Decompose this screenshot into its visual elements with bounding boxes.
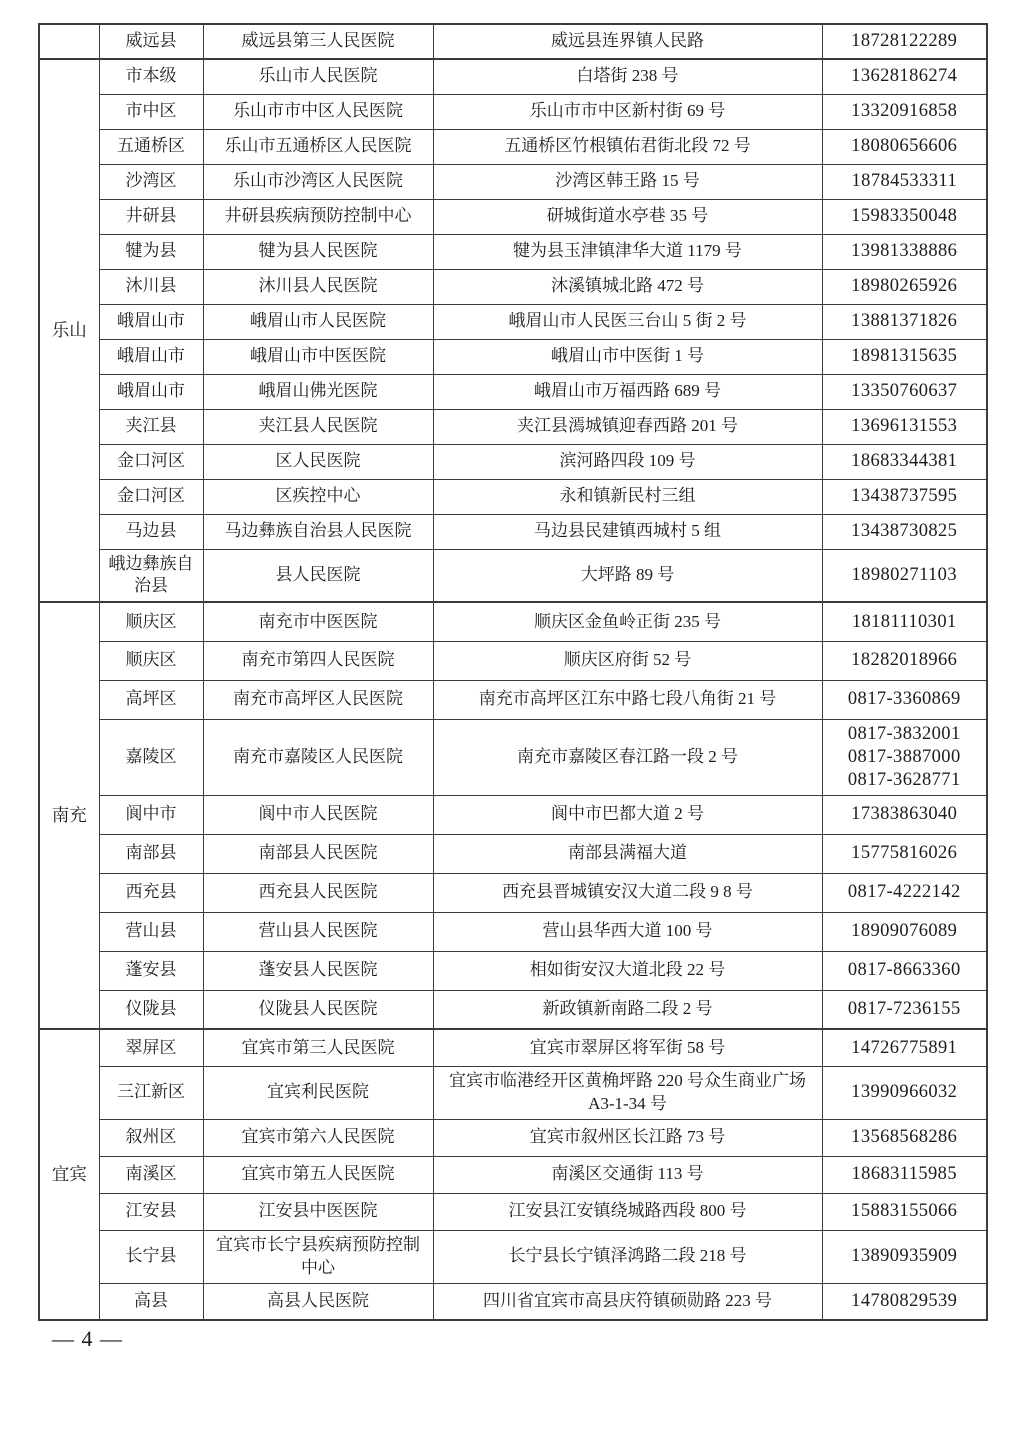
- facility-cell: 宜宾利民医院: [203, 1066, 433, 1119]
- phone-number: 15775816026: [851, 843, 958, 864]
- facility-cell: 宜宾市第六人民医院: [203, 1119, 433, 1156]
- phone-cell: [822, 795, 987, 834]
- table-row: [39, 719, 987, 795]
- address-cell: 犍为县玉津镇津华大道 1179 号: [433, 234, 822, 269]
- table-row: [39, 1283, 987, 1320]
- facility-cell: 马边彝族自治县人民医院: [203, 514, 433, 549]
- district-cell: 营山县: [99, 912, 203, 951]
- phone-cell: [822, 129, 987, 164]
- address-cell: 研城街道水亭巷 35 号: [433, 199, 822, 234]
- table-row: [39, 1119, 987, 1156]
- phone-number: 18683344381: [851, 451, 958, 471]
- address-cell: 阆中市巴都大道 2 号: [433, 795, 822, 834]
- phone-cell: [822, 59, 987, 94]
- phone-number: 18728122289: [851, 31, 958, 51]
- table-row: [39, 444, 987, 479]
- phone-number: 18181110301: [851, 611, 957, 632]
- city-group: [39, 59, 987, 602]
- district-cell: 高县: [99, 1283, 203, 1320]
- table-row: [39, 951, 987, 990]
- phone-number: 17383863040: [851, 804, 958, 825]
- table-row: [39, 1029, 987, 1066]
- facility-cell: 南充市第四人民医院: [203, 641, 433, 680]
- district-cell: 峨边彝族自治县: [99, 549, 203, 602]
- phone-cell: [822, 24, 987, 59]
- phone-number: 15883155066: [851, 1201, 958, 1222]
- facility-cell: 乐山市人民医院: [203, 59, 433, 94]
- table-row: [39, 680, 987, 719]
- district-cell: 夹江县: [99, 409, 203, 444]
- address-cell: 长宁县长宁镇泽鸿路二段 218 号: [433, 1230, 822, 1283]
- district-cell: 翠屏区: [99, 1029, 203, 1066]
- district-cell: 沐川县: [99, 269, 203, 304]
- phone-cell: [822, 951, 987, 990]
- facility-cell: 南充市嘉陵区人民医院: [203, 719, 433, 795]
- city-group: [39, 602, 987, 1029]
- phone-cell: [822, 94, 987, 129]
- phone-cell: [822, 269, 987, 304]
- table-row: [39, 912, 987, 951]
- phone-cell: [822, 602, 987, 641]
- address-cell: 峨眉山市中医街 1 号: [433, 339, 822, 374]
- district-cell: 西充县: [99, 873, 203, 912]
- facility-cell: 峨眉山市中医医院: [203, 339, 433, 374]
- district-cell: 高坪区: [99, 680, 203, 719]
- address-cell: 宜宾市叙州区长江路 73 号: [433, 1119, 822, 1156]
- facility-cell: 威远县第三人民医院: [203, 24, 433, 59]
- table-row: [39, 1066, 987, 1119]
- phone-cell: [822, 549, 987, 602]
- facility-cell: 乐山市市中区人民医院: [203, 94, 433, 129]
- phone-cell: [822, 834, 987, 873]
- district-cell: 三江新区: [99, 1066, 203, 1119]
- phone-number: 0817-3360869: [847, 689, 961, 710]
- facility-cell: 宜宾市第三人民医院: [203, 1029, 433, 1066]
- address-cell: 南溪区交通街 113 号: [433, 1156, 822, 1193]
- phone-number: 14780829539: [851, 1290, 958, 1311]
- facility-cell: 高县人民医院: [203, 1283, 433, 1320]
- phone-cell: [822, 339, 987, 374]
- phone-cell: [822, 1119, 987, 1156]
- district-cell: 长宁县: [99, 1230, 203, 1283]
- address-cell: 五通桥区竹根镇佑君街北段 72 号: [433, 129, 822, 164]
- phone-number: 13628186274: [851, 66, 958, 87]
- address-cell: 相如街安汉大道北段 22 号: [433, 951, 822, 990]
- facility-cell: 峨眉山佛光医院: [203, 374, 433, 409]
- district-cell: 顺庆区: [99, 602, 203, 641]
- phone-cell: [822, 234, 987, 269]
- district-cell: 嘉陵区: [99, 719, 203, 795]
- facility-cell: 仪陇县人民医院: [203, 990, 433, 1029]
- phone-cell: [822, 374, 987, 409]
- phone-number: 18683115985: [851, 1164, 957, 1185]
- district-cell: 五通桥区: [99, 129, 203, 164]
- address-cell: 沐溪镇城北路 472 号: [433, 269, 822, 304]
- phone-cell: [822, 912, 987, 951]
- address-cell: 峨眉山市人民医三台山 5 街 2 号: [433, 304, 822, 339]
- phone-cell: [822, 1066, 987, 1119]
- facility-cell: 南部县人民医院: [203, 834, 433, 873]
- district-cell: 蓬安县: [99, 951, 203, 990]
- district-cell: 峨眉山市: [99, 374, 203, 409]
- city-group: [39, 24, 987, 59]
- address-cell: 永和镇新民村三组: [433, 479, 822, 514]
- phone-cell: [822, 990, 987, 1029]
- district-cell: 叙州区: [99, 1119, 203, 1156]
- district-cell: 顺庆区: [99, 641, 203, 680]
- phone-cell: [822, 199, 987, 234]
- phone-number: 0817-4222142: [847, 882, 961, 903]
- address-cell: 宜宾市临港经开区黄桷坪路 220 号众生商业广场 A3-1-34 号: [433, 1066, 822, 1119]
- facility-cell: 蓬安县人民医院: [203, 951, 433, 990]
- table-row: [39, 834, 987, 873]
- address-cell: 南部县满福大道: [433, 834, 822, 873]
- phone-cell: [822, 1029, 987, 1066]
- city-label: [39, 24, 99, 59]
- phone-number: 13890935909: [851, 1246, 958, 1267]
- table-row: [39, 24, 987, 59]
- table-row: [39, 602, 987, 641]
- phone-number: 18981315635: [851, 346, 958, 366]
- table-row: [39, 234, 987, 269]
- address-cell: 江安县江安镇绕城路西段 800 号: [433, 1193, 822, 1230]
- phone-number: 18282018966: [851, 650, 958, 671]
- district-cell: 阆中市: [99, 795, 203, 834]
- phone-number: 15983350048: [851, 206, 958, 226]
- phone-number: 13438737595: [851, 486, 958, 506]
- facility-cell: 南充市高坪区人民医院: [203, 680, 433, 719]
- table-row: [39, 164, 987, 199]
- facility-cell: 阆中市人民医院: [203, 795, 433, 834]
- address-cell: 大坪路 89 号: [433, 549, 822, 602]
- address-cell: 四川省宜宾市高县庆符镇硕勋路 223 号: [433, 1283, 822, 1320]
- address-cell: 顺庆区府街 52 号: [433, 641, 822, 680]
- city-label: 宜宾: [39, 1029, 99, 1320]
- table-row: [39, 479, 987, 514]
- facility-cell: 区人民医院: [203, 444, 433, 479]
- address-cell: 顺庆区金鱼岭正街 235 号: [433, 602, 822, 641]
- table-row: [39, 409, 987, 444]
- district-cell: 南部县: [99, 834, 203, 873]
- phone-cell: [822, 444, 987, 479]
- facility-cell: 营山县人民医院: [203, 912, 433, 951]
- phone-cell: [822, 680, 987, 719]
- phone-number: 13438730825: [851, 521, 958, 541]
- district-cell: 威远县: [99, 24, 203, 59]
- phone-cell: [822, 1283, 987, 1320]
- city-label: 乐山: [39, 59, 99, 602]
- phone-number: 13696131553: [851, 416, 958, 436]
- phone-number: 0817-3832001: [847, 723, 961, 744]
- phone-cell: [822, 1156, 987, 1193]
- table-row: [39, 873, 987, 912]
- page-number: — 4 —: [52, 1326, 123, 1351]
- phone-number: 13350760637: [851, 381, 958, 401]
- facility-cell: 区疾控中心: [203, 479, 433, 514]
- phone-cell: [822, 873, 987, 912]
- address-cell: 西充县晋城镇安汉大道二段 9 8 号: [433, 873, 822, 912]
- facility-cell: 峨眉山市人民医院: [203, 304, 433, 339]
- phone-cell: [822, 409, 987, 444]
- table-row: [39, 94, 987, 129]
- facility-cell: 宜宾市第五人民医院: [203, 1156, 433, 1193]
- district-cell: 沙湾区: [99, 164, 203, 199]
- facility-table: [38, 23, 988, 1321]
- table-row: [39, 339, 987, 374]
- district-cell: 市本级: [99, 59, 203, 94]
- address-cell: 营山县华西大道 100 号: [433, 912, 822, 951]
- district-cell: 金口河区: [99, 444, 203, 479]
- phone-number: 18784533311: [851, 171, 957, 191]
- table-row: [39, 199, 987, 234]
- facility-cell: 县人民医院: [203, 549, 433, 602]
- phone-cell: [822, 164, 987, 199]
- phone-number: 13568568286: [851, 1127, 958, 1148]
- phone-cell: [822, 514, 987, 549]
- table-row: [39, 990, 987, 1029]
- district-cell: 仪陇县: [99, 990, 203, 1029]
- phone-number: 0817-3628771: [847, 769, 961, 790]
- district-cell: 市中区: [99, 94, 203, 129]
- table-row: [39, 374, 987, 409]
- address-cell: 沙湾区韩王路 15 号: [433, 164, 822, 199]
- table-row: [39, 514, 987, 549]
- phone-cell: [822, 1193, 987, 1230]
- phone-number: 18980265926: [851, 276, 958, 296]
- phone-cell: [822, 304, 987, 339]
- phone-number: 0817-8663360: [847, 960, 961, 981]
- address-cell: 夹江县漹城镇迎春西路 201 号: [433, 409, 822, 444]
- phone-number: 18909076089: [851, 921, 958, 942]
- city-label: 南充: [39, 602, 99, 1029]
- address-cell: 新政镇新南路二段 2 号: [433, 990, 822, 1029]
- table-row: [39, 795, 987, 834]
- address-cell: 马边县民建镇西城村 5 组: [433, 514, 822, 549]
- phone-number: 14726775891: [851, 1037, 958, 1058]
- city-group: [39, 1029, 987, 1320]
- address-cell: 威远县连界镇人民路: [433, 24, 822, 59]
- district-cell: 井研县: [99, 199, 203, 234]
- phone-cell: [822, 479, 987, 514]
- facility-cell: 沐川县人民医院: [203, 269, 433, 304]
- district-cell: 峨眉山市: [99, 339, 203, 374]
- phone-cell: [822, 641, 987, 680]
- facility-cell: 夹江县人民医院: [203, 409, 433, 444]
- phone-number: 13320916858: [851, 101, 958, 121]
- facility-cell: 井研县疾病预防控制中心: [203, 199, 433, 234]
- facility-cell: 乐山市五通桥区人民医院: [203, 129, 433, 164]
- phone-cell: [822, 1230, 987, 1283]
- table-row: [39, 1193, 987, 1230]
- phone-number: 0817-7236155: [847, 999, 961, 1020]
- district-cell: 马边县: [99, 514, 203, 549]
- facility-cell: 乐山市沙湾区人民医院: [203, 164, 433, 199]
- address-cell: 峨眉山市万福西路 689 号: [433, 374, 822, 409]
- district-cell: 犍为县: [99, 234, 203, 269]
- table-row: [39, 641, 987, 680]
- table-row: [39, 269, 987, 304]
- table-row: [39, 549, 987, 602]
- district-cell: 南溪区: [99, 1156, 203, 1193]
- address-cell: 宜宾市翠屏区将军街 58 号: [433, 1029, 822, 1066]
- address-cell: 滨河路四段 109 号: [433, 444, 822, 479]
- address-cell: 南充市高坪区江东中路七段八角街 21 号: [433, 680, 822, 719]
- facility-cell: 西充县人民医院: [203, 873, 433, 912]
- district-cell: 金口河区: [99, 479, 203, 514]
- address-cell: 乐山市市中区新村街 69 号: [433, 94, 822, 129]
- table-row: [39, 59, 987, 94]
- phone-number: 18980271103: [851, 564, 957, 585]
- phone-number: 13881371826: [851, 311, 958, 331]
- facility-cell: 犍为县人民医院: [203, 234, 433, 269]
- facility-cell: 宜宾市长宁县疾病预防控制中心: [203, 1230, 433, 1283]
- phone-number: 0817-3887000: [847, 746, 961, 767]
- phone-number: 18080656606: [851, 136, 958, 156]
- phone-number: 13981338886: [851, 241, 958, 261]
- address-cell: 白塔街 238 号: [433, 59, 822, 94]
- table-row: [39, 1230, 987, 1283]
- table-row: [39, 304, 987, 339]
- facility-cell: 江安县中医医院: [203, 1193, 433, 1230]
- district-cell: 峨眉山市: [99, 304, 203, 339]
- district-cell: 江安县: [99, 1193, 203, 1230]
- table-row: [39, 1156, 987, 1193]
- facility-cell: 南充市中医医院: [203, 602, 433, 641]
- phone-cell: [822, 719, 987, 795]
- address-cell: 南充市嘉陵区春江路一段 2 号: [433, 719, 822, 795]
- table-row: [39, 129, 987, 164]
- phone-number: 13990966032: [851, 1082, 958, 1103]
